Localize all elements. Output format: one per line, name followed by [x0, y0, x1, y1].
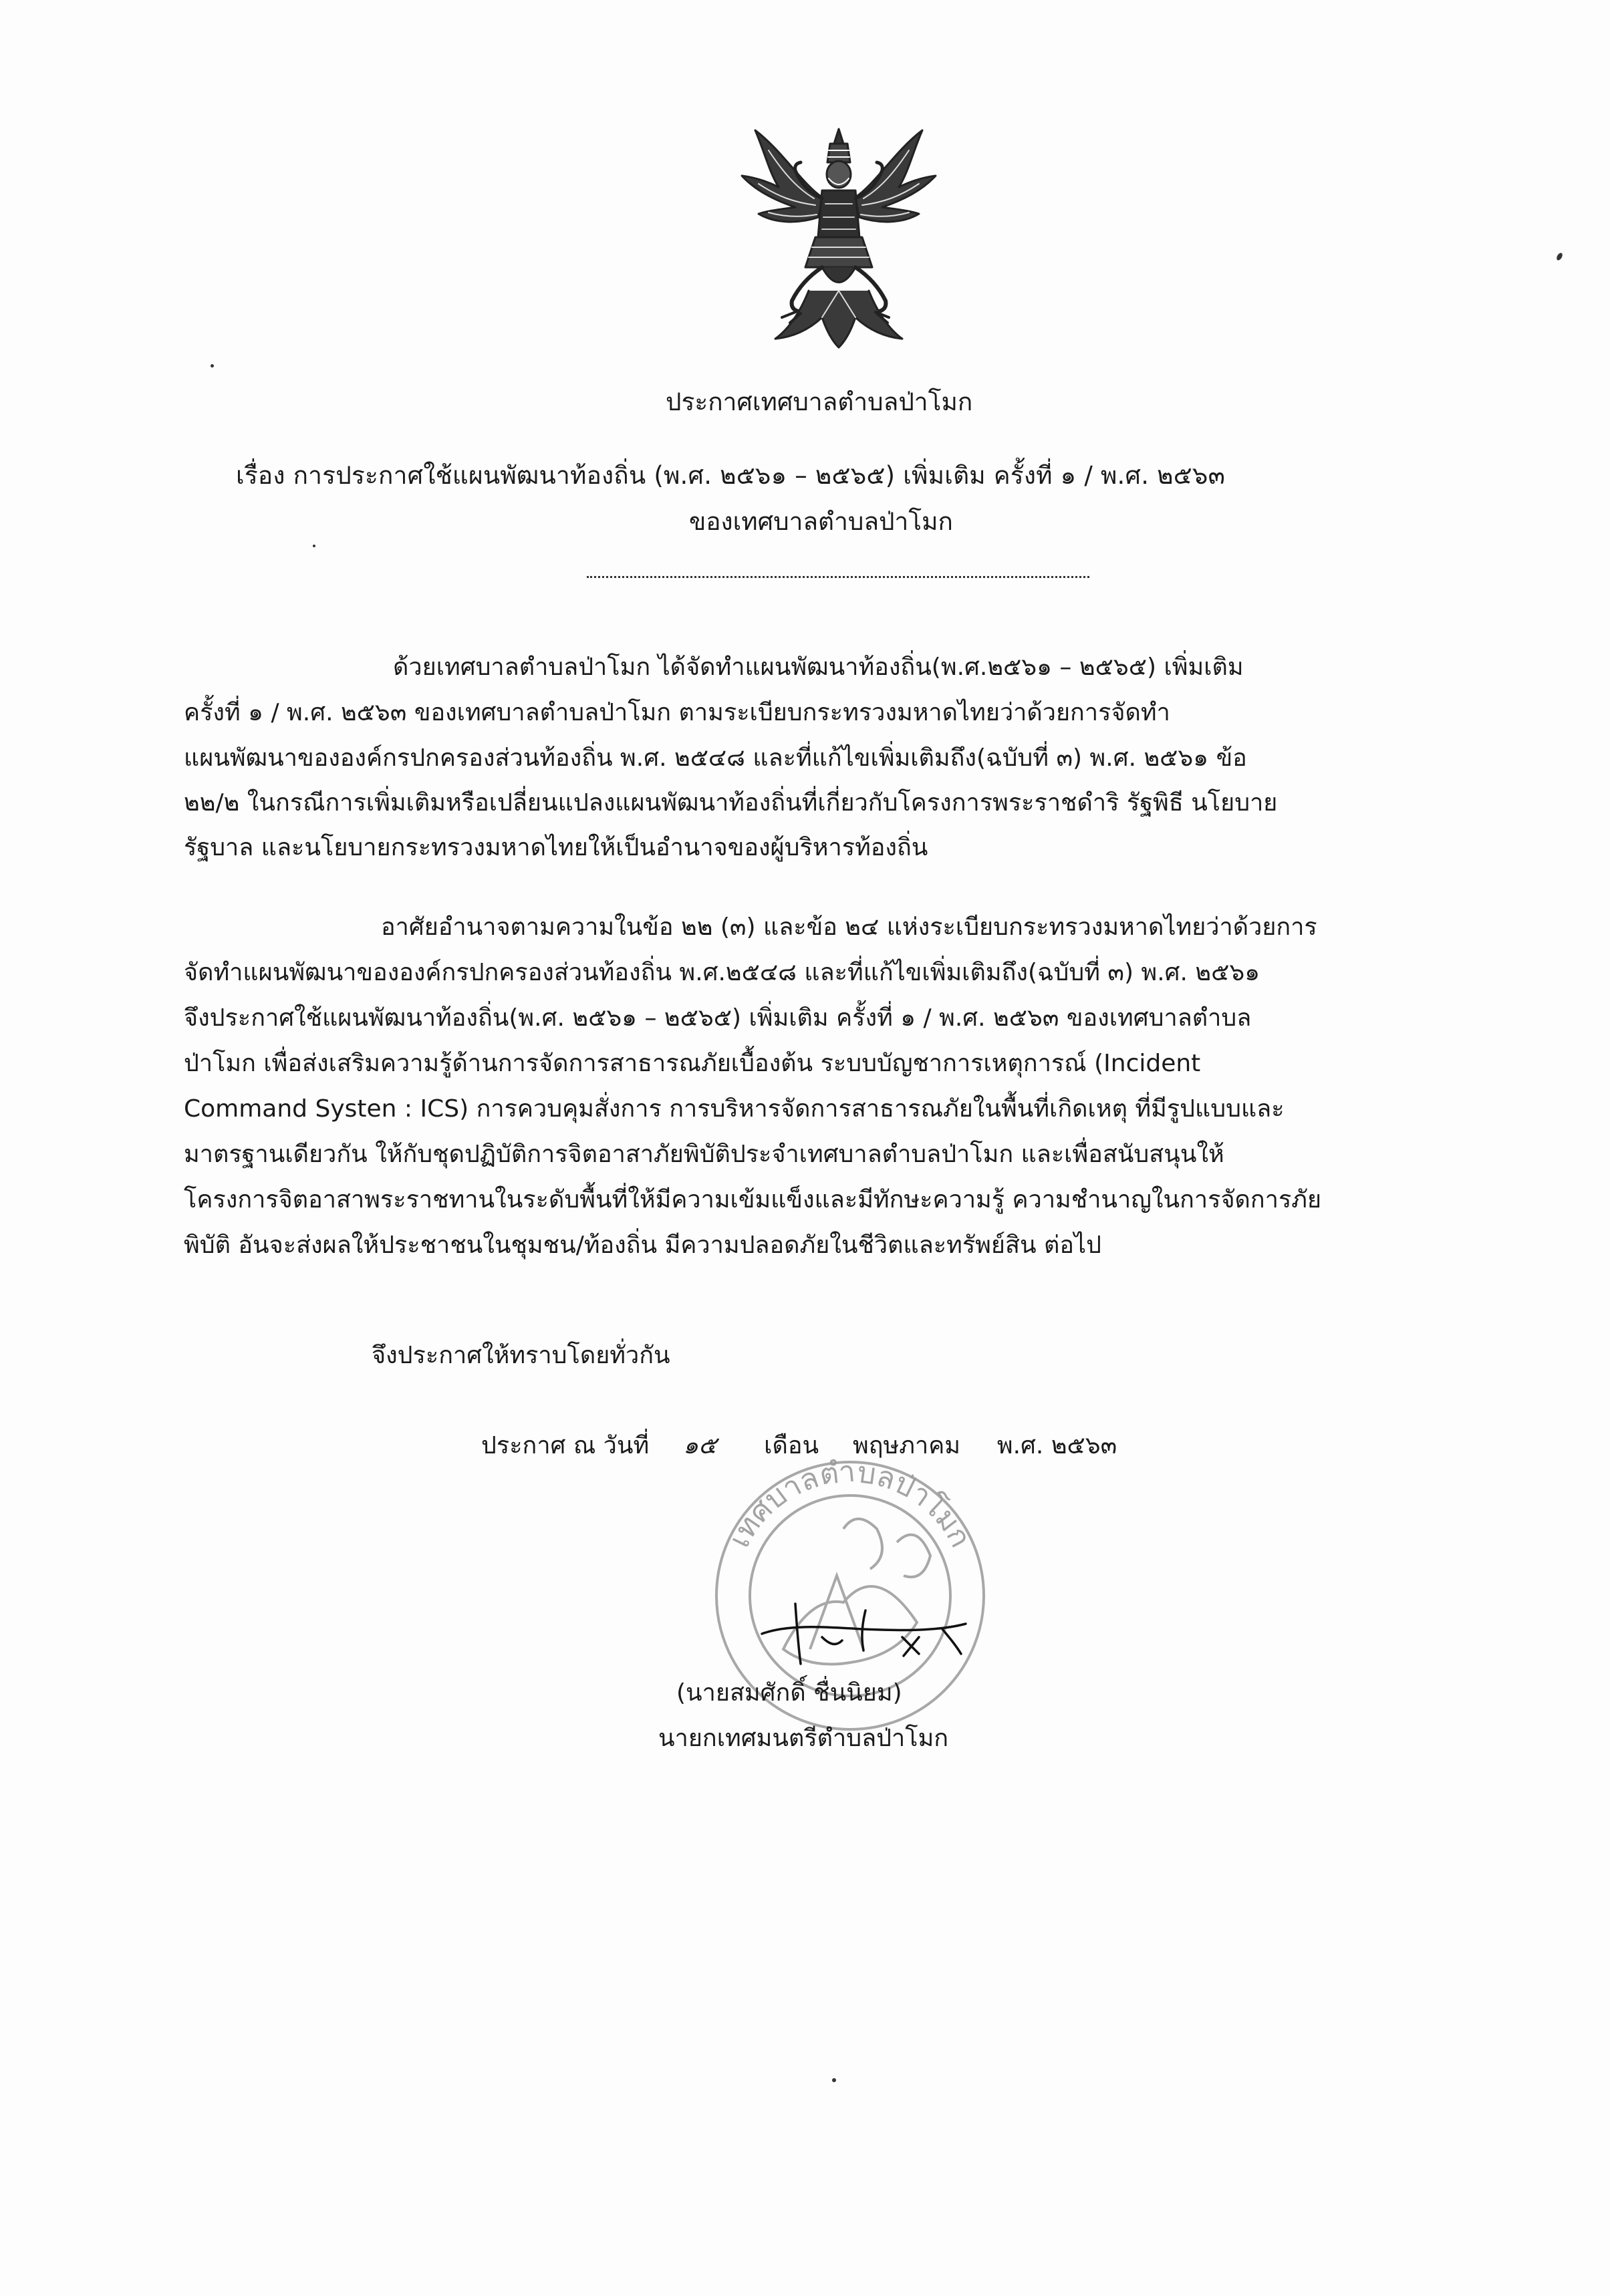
date-line	[481, 1430, 1117, 1462]
signatory-position: นายกเทศมนตรีตำบลป่าโมก	[658, 1725, 949, 1752]
date-prefix: ประกาศ ณ วันที่	[481, 1432, 650, 1459]
scan-speck	[313, 545, 315, 547]
document-subject: เรื่อง การประกาศใช้แผนพัฒนาท้องถิ่น (พ.ศ. ๒๕๖๑ – ๒๕๖๕) เพิ่มเติม ครั้งที่ ๑ / พ.ศ. ๒๕๖๓	[236, 461, 1226, 490]
document-subject-continued: ของเทศบาลตำบลป่าโมก	[689, 507, 953, 536]
paragraph-line: Command Systen : ICS) การควบคุมสั่งการ การบริหารจัดการสาธารณภัยในพื้นที่เกิดเหตุ ที่มีรูปแบบและ	[184, 1095, 1285, 1123]
date-month-label: เดือน	[764, 1432, 819, 1459]
date-day: ๑๕	[683, 1432, 717, 1459]
paragraph-line: จัดทำแผนพัฒนาขององค์กรปกครองส่วนท้องถิ่น พ.ศ.๒๕๔๘ และที่แก้ไขเพิ่มเติมถึง(ฉบับที่ ๓) พ.ศ. ๒๕๖๑	[184, 959, 1260, 986]
garuda-emblem-icon	[728, 124, 949, 351]
paragraph-line: แผนพัฒนาขององค์กรปกครองส่วนท้องถิ่น พ.ศ. ๒๕๔๘ และที่แก้ไขเพิ่มเติมถึง(ฉบับที่ ๓) พ.ศ. ๒๕๖๑ ข้อ	[184, 744, 1247, 772]
paragraph-line: พิบัติ อันจะส่งผลให้ประชาชนในชุมชน/ท้องถิ่น มีความปลอดภัยในชีวิตและทรัพย์สิน ต่อไป	[184, 1232, 1101, 1259]
paragraph-line: รัฐบาล และนโยบายกระทรวงมหาดไทยให้เป็นอำนาจของผู้บริหารท้องถิ่น	[184, 834, 928, 861]
dotted-divider	[587, 576, 1089, 578]
paragraph-line: จึงประกาศใช้แผนพัฒนาท้องถิ่น(พ.ศ. ๒๕๖๑ – ๒๕๖๕) เพิ่มเติม ครั้งที่ ๑ / พ.ศ. ๒๕๖๓ ของเทศบาลตำบล	[184, 1004, 1252, 1032]
signature-image	[749, 1597, 976, 1671]
svg-text:เทศบาลตำบลป่าโมก	[722, 1454, 978, 1553]
date-year: พ.ศ. ๒๕๖๓	[996, 1432, 1117, 1459]
paragraph-line: ๒๒/๒ ในกรณีการเพิ่มเติมหรือเปลี่ยนแปลงแผนพัฒนาท้องถิ่นที่เกี่ยวกับโครงการพระราชดำริ รัฐพิธี นโยบาย	[184, 789, 1278, 817]
scan-speck	[832, 2078, 836, 2082]
scan-speck	[211, 364, 214, 368]
signatory-name: (นายสมศักดิ์ ชื่นนิยม)	[676, 1679, 902, 1707]
scan-speck	[1555, 252, 1563, 261]
paragraph-line: มาตรฐานเดียวกัน ให้กับชุดปฏิบัติการจิตอาสาภัยพิบัติประจำเทศบาลตำบลป่าโมก และเพื่อสนับสนุนให้	[184, 1141, 1224, 1168]
date-month: พฤษภาคม	[852, 1432, 960, 1459]
paragraph-line: โครงการจิตอาสาพระราชทานในระดับพื้นที่ให้มีความเข้มแข็งและมีทักษะความรู้ ความชำนาญในการจัดการภัย	[184, 1186, 1322, 1213]
paragraph-line: ด้วยเทศบาลตำบลป่าโมก ได้จัดทำแผนพัฒนาท้องถิ่น(พ.ศ.๒๕๖๑ – ๒๕๖๕) เพิ่มเติม	[393, 654, 1244, 681]
paragraph-line: อาศัยอำนาจตามความในข้อ ๒๒ (๓) และข้อ ๒๔ แห่งระเบียบกระทรวงมหาดไทยว่าด้วยการ	[381, 913, 1317, 941]
document-title: ประกาศเทศบาลตำบลป่าโมก	[666, 388, 973, 416]
announcement-line: จึงประกาศให้ทราบโดยทั่วกัน	[372, 1342, 670, 1369]
seal-text: เทศบาลตำบลป่าโมก	[722, 1454, 978, 1553]
paragraph-line: ครั้งที่ ๑ / พ.ศ. ๒๕๖๓ ของเทศบาลตำบลป่าโมก ตามระเบียบกระทรวงมหาดไทยว่าด้วยการจัดทำ	[184, 699, 1170, 726]
paragraph-line: ป่าโมก เพื่อส่งเสริมความรู้ด้านการจัดการสาธารณภัยเบื้องต้น ระบบบัญชาการเหตุการณ์ (Incident	[184, 1050, 1201, 1077]
